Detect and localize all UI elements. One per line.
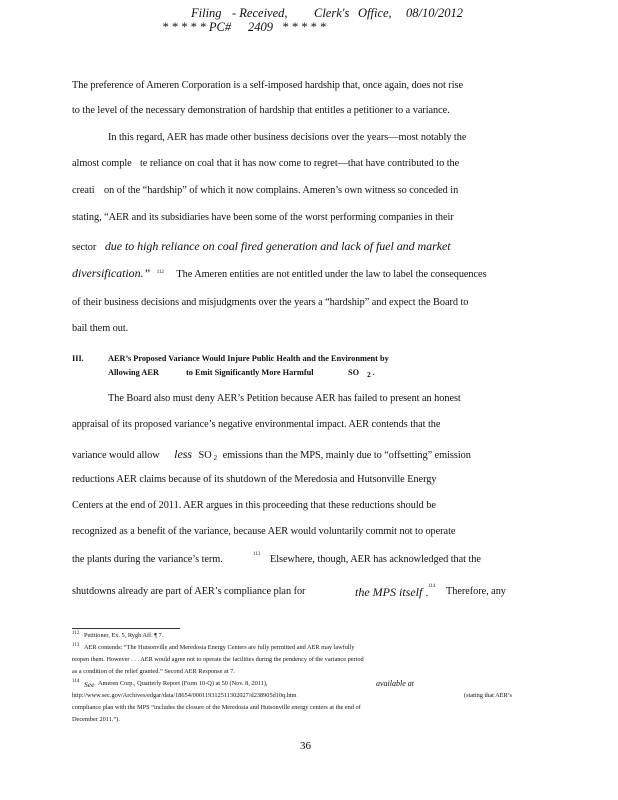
body-line: on of the “hardship” of which it now complains. Ameren’s own witness so conceded in xyxy=(104,185,459,196)
footnote-separator xyxy=(72,628,180,629)
footnote-ref-112[interactable]: 112 xyxy=(156,269,164,275)
body-line: bail them out. xyxy=(72,323,129,334)
body-line: creati xyxy=(72,185,95,196)
quoted-italic-text: due to high reliance on coal fired generation and lack of fuel and market xyxy=(104,239,451,253)
footnote-signal-see: See xyxy=(84,680,95,689)
footnote-text: Ameren Corp., Quarterly Report (Form 10-Q) at 50 (Nov. 8, 2011), xyxy=(98,680,268,687)
filing-stamp-text: 08/10/2012 xyxy=(406,6,463,20)
italic-text: the MPS itself xyxy=(355,585,423,599)
period: . xyxy=(372,368,375,377)
emphasis-mps-itself xyxy=(355,585,428,600)
footnote-text: as a condition of the relief granted.” Second AER Response at 7. xyxy=(72,668,235,675)
body-line: of their business decisions and misjudgments over the years a “hardship” and expect the Board to xyxy=(72,297,469,308)
footnote-signal-available-at: available at xyxy=(376,679,414,688)
body-line: In this regard, AER has made other business decisions over the years—most notably the xyxy=(108,132,467,143)
so-text: SO xyxy=(348,368,360,377)
body-line: The Board also must deny AER’s Petition because AER has failed to present an honest xyxy=(108,393,461,404)
body-text-run: variance would allow xyxy=(72,450,160,461)
section-heading-line-2b: to Emit Significantly More Harmful xyxy=(186,368,314,377)
section-heading-line-2a: Allowing AER xyxy=(108,368,159,377)
filing-stamp-text: 2409 xyxy=(248,20,273,34)
body-line-shutdowns: shutdowns already are part of AER’s compliance plan for xyxy=(72,586,306,597)
body-text-run: the plants during the variance’s term. xyxy=(72,554,223,565)
body-text-run: Therefore, any xyxy=(446,586,506,597)
body-line: recognized as a benefit of the variance, because AER would voluntarily commit not to operate xyxy=(72,526,456,537)
body-line: te reliance on coal that it has now come to regret—that have contributed to the xyxy=(140,158,460,169)
body-line: to the level of the necessary demonstration of hardship that entitles a petitioner to a variance. xyxy=(72,105,450,116)
filing-stamp-text: Clerk's xyxy=(314,6,350,20)
body-line: almost comple xyxy=(72,158,132,169)
body-line: Centers at the end of 2011. AER argues in this proceeding that these reductions should be xyxy=(72,500,436,511)
so-text: SO xyxy=(198,450,212,461)
filing-stamp-text: * * * * * xyxy=(282,20,326,34)
footnote-ref-113[interactable]: 113 xyxy=(253,552,261,557)
footnote-text: December 2011.”). xyxy=(72,716,120,723)
body-line: reductions AER claims because of its shutdown of the Meredosia and Hutsonville Energy xyxy=(72,474,437,485)
body-line-diversification xyxy=(72,266,487,281)
subscript-2: 2 xyxy=(213,454,218,462)
body-line-plants xyxy=(72,554,223,565)
section-heading-line-1: AER’s Proposed Variance Would Injure Public Health and the Environment by xyxy=(108,354,389,363)
body-text-run: Elsewhere, though, AER has acknowledged that the xyxy=(270,554,481,565)
filing-stamp-text: Office, xyxy=(358,6,392,20)
body-text-run: The Ameren entities are not entitled under the law to label the consequences xyxy=(176,269,487,280)
filing-stamp-text: Filing xyxy=(191,6,222,20)
subscript-2: 2 xyxy=(367,371,371,379)
body-line: The preference of Ameren Corporation is a self-imposed hardship that, once again, does not rise xyxy=(72,80,463,91)
footnote-text: Petitioner, Ex. 5, Rygh Aff. ¶ 7. xyxy=(84,632,164,639)
body-line-sector xyxy=(72,239,451,254)
footnote-number: 112 xyxy=(72,631,80,636)
body-line-variance xyxy=(72,447,471,462)
footnote-number: 114 xyxy=(72,679,80,684)
body-text-run: sector xyxy=(72,242,97,253)
footnote-text: (stating that AER’s xyxy=(464,692,512,699)
filing-stamp-text: - Received, xyxy=(232,6,288,20)
footnote-ref-114[interactable]: 114 xyxy=(428,584,436,589)
footnote-number: 113 xyxy=(72,643,80,648)
body-line: appraisal of its proposed variance’s negative environmental impact. AER contends that the xyxy=(72,419,441,430)
footnote-text: AER contends: “The Hutsonville and Meredosia Energy Centers are fully permitted and AER may lawfully xyxy=(84,644,355,651)
emphasis-less: less xyxy=(174,447,192,461)
section-heading-so2 xyxy=(348,368,375,377)
footnote-url-link[interactable]: http://www.sec.gov/Archives/edgar/data/18654/000119312511302027/d238905d10q.htm xyxy=(72,692,297,699)
section-number: III. xyxy=(72,354,84,363)
page-number: 36 xyxy=(300,740,311,752)
body-line: stating, “AER and its subsidiaries have been some of the worst performing companies in their xyxy=(72,212,454,223)
footnote-text: compliance plan with the MPS “includes the closure of the Meredosia and Hutsonville energy centers at the end of xyxy=(72,704,361,711)
body-text-run: emissions than the MPS, mainly due to “offsetting” emission xyxy=(222,450,471,461)
period: . xyxy=(425,585,429,599)
footnote-text: reopen them. However . . . AER would agree not to operate the facilities during the pendency of the variance period xyxy=(72,656,364,663)
filing-stamp-text: * * * * * PC# xyxy=(162,20,232,34)
quoted-italic-text: diversification.” xyxy=(72,266,151,280)
